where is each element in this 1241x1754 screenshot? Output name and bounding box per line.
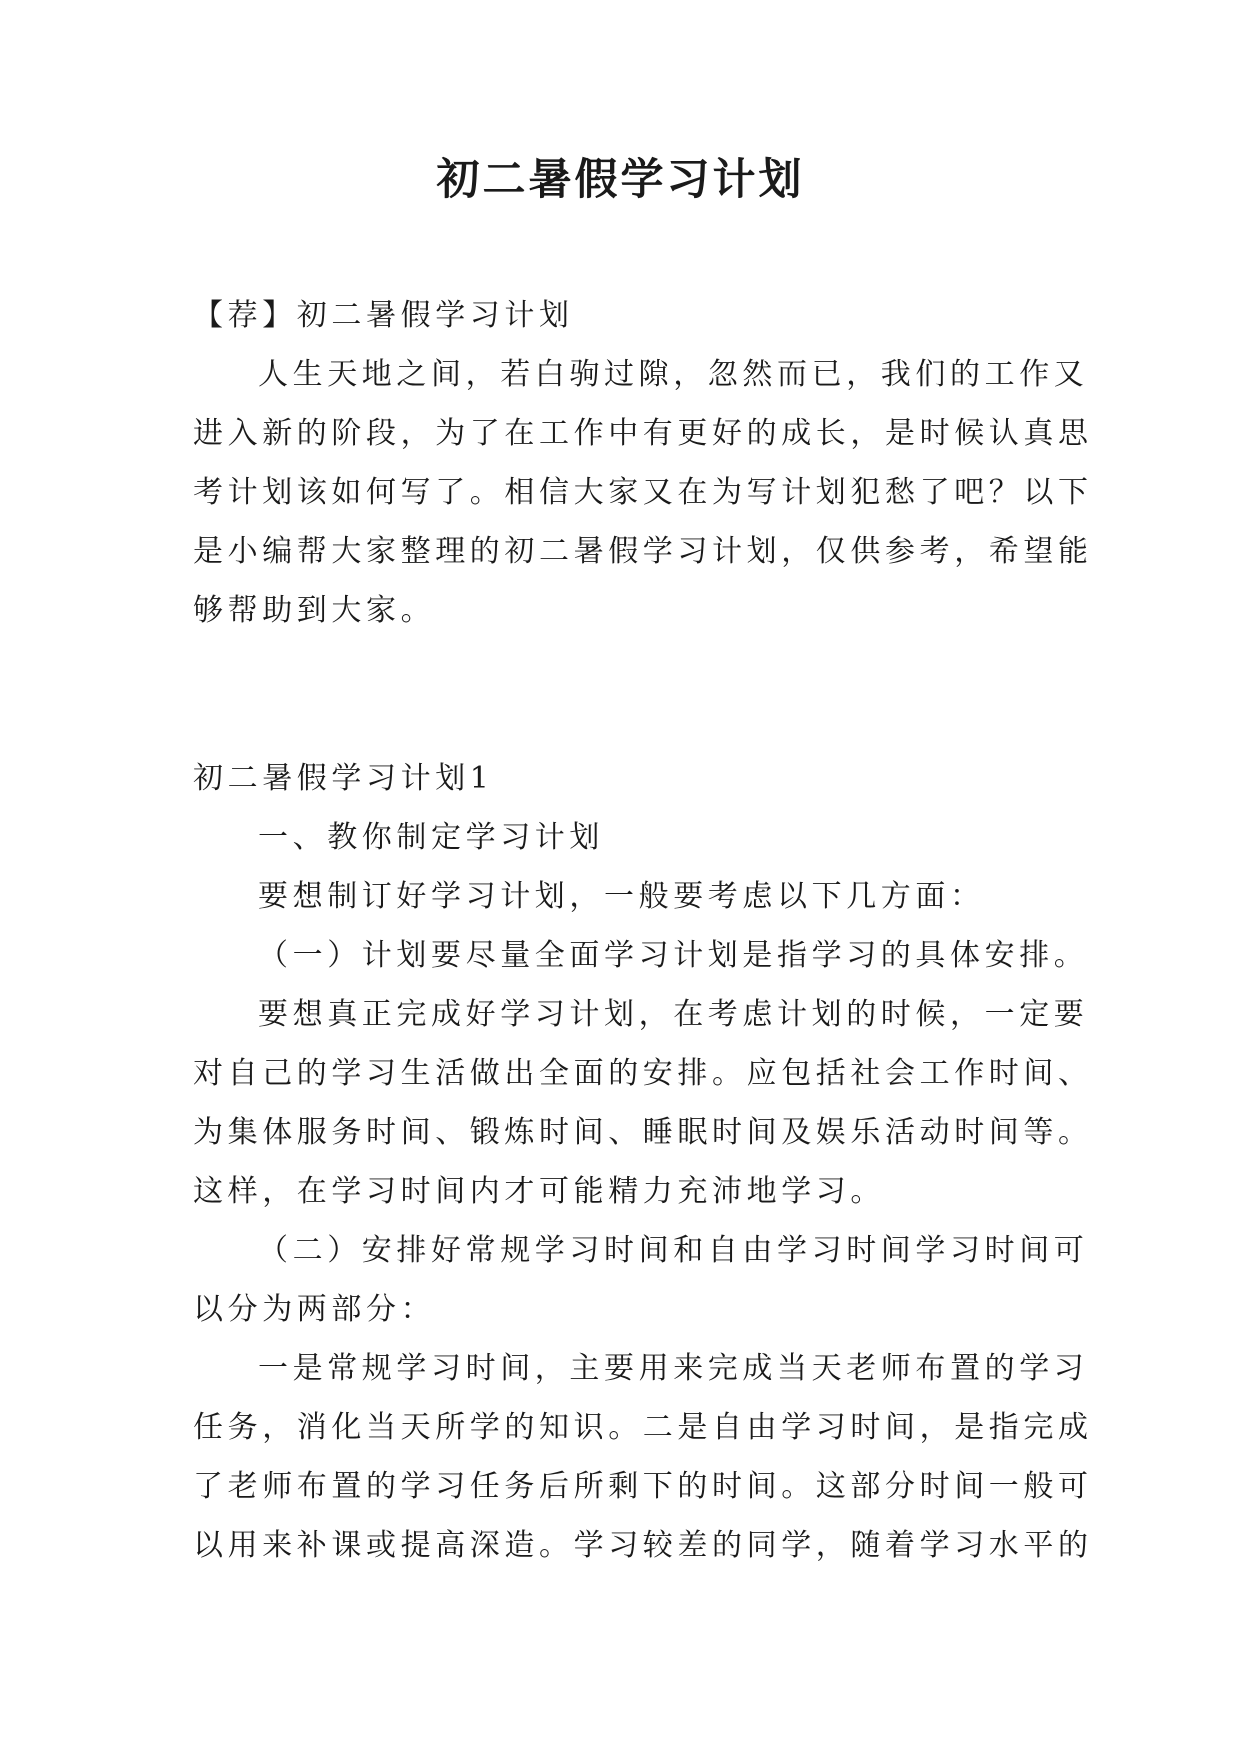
body-paragraph-line: （二）安排好常规学习时间和自由学习时间学习时间可 — [258, 1233, 1089, 1268]
body-paragraph-line: 任务，消化当天所学的知识。二是自由学习时间，是指完成 — [193, 1410, 1093, 1445]
body-paragraph-line: 以分为两部分： — [193, 1292, 436, 1327]
intro-paragraph-line: 够帮助到大家。 — [193, 593, 436, 628]
subsection-heading: 一、教你制定学习计划 — [258, 820, 604, 855]
intro-paragraph-line: 是小编帮大家整理的初二暑假学习计划，仅供参考，希望能 — [193, 534, 1093, 569]
body-paragraph-line: 了老师布置的学习任务后所剩下的时间。这部分时间一般可 — [193, 1469, 1093, 1504]
body-paragraph-line: 为集体服务时间、锻炼时间、睡眠时间及娱乐活动时间等。 — [193, 1115, 1093, 1150]
recommend-heading: 【荐】初二暑假学习计划 — [193, 298, 574, 333]
body-paragraph-line: 一是常规学习时间，主要用来完成当天老师布置的学习 — [258, 1351, 1089, 1386]
body-paragraph-line: 这样，在学习时间内才可能精力充沛地学习。 — [193, 1174, 885, 1209]
intro-paragraph-line: 考计划该如何写了。相信大家又在为写计划犯愁了吧？以下 — [193, 475, 1093, 510]
intro-paragraph-line: 进入新的阶段，为了在工作中有更好的成长，是时候认真思 — [193, 416, 1093, 451]
document-title: 初二暑假学习计划 — [436, 155, 805, 205]
intro-paragraph-line: 人生天地之间，若白驹过隙，忽然而已，我们的工作又 — [258, 357, 1089, 392]
body-paragraph-line: 要想真正完成好学习计划，在考虑计划的时候，一定要 — [258, 997, 1089, 1032]
body-paragraph-line: 对自己的学习生活做出全面的安排。应包括社会工作时间、 — [193, 1056, 1093, 1091]
body-paragraph-line: （一）计划要尽量全面学习计划是指学习的具体安排。 — [258, 938, 1089, 973]
section-heading: 初二暑假学习计划1 — [193, 761, 494, 796]
body-paragraph-line: 以用来补课或提高深造。学习较差的同学，随着学习水平的 — [193, 1528, 1093, 1563]
body-paragraph-line: 要想制订好学习计划，一般要考虑以下几方面： — [258, 879, 985, 914]
